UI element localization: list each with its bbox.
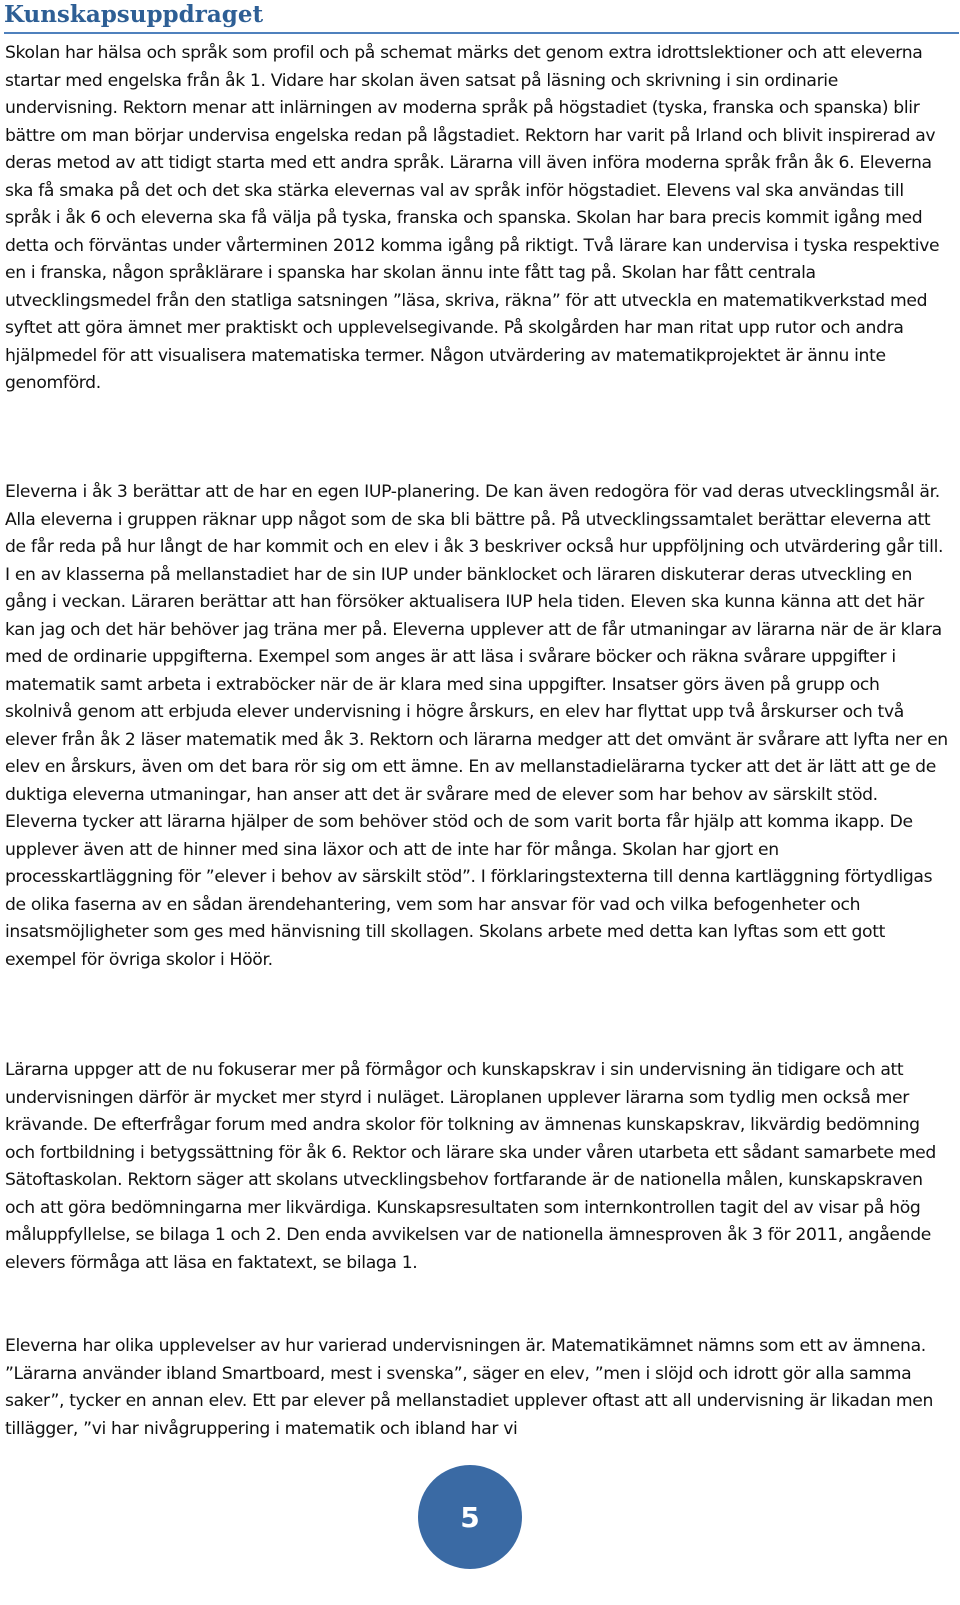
page-number-badge [418, 1465, 522, 1569]
paragraph-1: Skolan har hälsa och språk som profil och på schemat märks det genom extra idrottslektioner och att eleverna startar med engelska från åk 1. Vidare har skolan även satsat på läsning och skrivning i sin ordinarie undervisning. Rektorn menar att inlärningen av moderna språk på högstadiet (tyska, franska och spanska) blir bättre om man börjar undervisa engelska redan på lågstadiet. Rektorn har varit på Irland och blivit inspirerad av deras metod av att tidigt starta med ett andra språk. Lärarna vill även införa moderna språk från åk 6. Eleverna ska få smaka på det och det ska stärka elevernas val av språk inför högstadiet. Elevens val ska användas till språk i åk 6 och eleverna ska få välja på tyska, franska och spanska. Skolan har bara precis kommit igång med detta och förväntas under vårterminen 2012 komma igång på riktigt. Två lärare kan undervisa i tyska respektive en i franska, någon språklärare i spanska har skolan ännu inte fått tag på. Skolan har fått centrala utvecklingsmedel från den statliga satsningen ”läsa, skriva, räkna” för att utveckla en matematikverkstad med syftet att göra ämnet mer praktiskt och upplevelsegivande. På skolgården har man ritat upp rutor och andra hjälpmedel för att visualisera matematiska termer. Någon utvärdering av matematikprojektet är ännu inte genomförd. [5, 43, 940, 393]
paragraph-4: Eleverna har olika upplevelser av hur varierad undervisningen är. Matematikämnet nämns som ett av ämnena. ”Lärarna använder ibland Smartboard, mest i svenska”, säger en elev, ”men i slöjd och idrott gör alla samma saker”, tycker en annan elev. Ett par elever på mellanstadiet upplever oftast att all undervisning är likadan men tillägger, ”vi har nivågruppering i matematik och ibland har vi [5, 1336, 933, 1439]
paragraph-2: Eleverna i åk 3 berättar att de har en egen IUP-planering. De kan även redogöra för vad deras utvecklingsmål är. Alla eleverna i gruppen räknar upp något som de ska bli bättre på. På utvecklingssamtalet berättar eleverna att de får reda på hur långt de har kommit och en elev i åk 3 beskriver också hur uppföljning och utvärdering går till. I en av klasserna på mellanstadiet har de sin IUP under bänklocket och läraren diskuterar deras utveckling en gång i veckan. Läraren berättar att han försöker aktualisera IUP hela tiden. Eleven ska kunna känna att det här kan jag och det här behöver jag träna mer på. Eleverna upplever att de får utmaningar av lärarna när de är klara med de ordinarie uppgifterna. Exempel som anges är att läsa i svårare böcker och räkna svårare uppgifter i matematik samt arbeta i extraböcker när de är klara med sina uppgifter. Insatser görs även på grupp och skolnivå genom att erbjuda elever undervisning i högre årskurs, en elev har flyttat upp två årskurser och två elever från åk 2 läser matematik med åk 3. Rektorn och lärarna medger att det omvänt är svårare att lyfta ner en elev en årskurs, även om det bara rör sig om ett ämne. En av mellanstadielärarna tycker att det är lätt att ge de duktiga eleverna utmaningar, han anser att det är svårare med de elever som har behov av särskilt stöd. Eleverna tycker att lärarna hjälper de som behöver stöd och de som varit borta får hjälp att komma ikapp. De upplever även att de hinner med sina läxor och att de inte har för många. Skolan har gjort en processkartläggning för ”elever i behov av särskilt stöd”. I förklaringstexterna till denna kartläggning förtydligas de olika faserna av en sådan ärendehantering, vem som har ansvar för vad och vilka befogenheter och insatsmöjligheter som ges med hänvisning till skollagen. Skolans arbete med detta kan lyftas som ett gott exempel för övriga skolor i Höör. [5, 482, 948, 970]
page-number: 5 [460, 1500, 480, 1534]
section-heading: Kunskapsuppdraget [4, 0, 959, 34]
paragraph-3: Lärarna uppger att de nu fokuserar mer på förmågor och kunskapskrav i sin undervisning än tidigare och att undervisningen därför är mycket mer styrd i nuläget. Läroplanen upplever lärarna som tydlig men också mer krävande. De efterfrågar forum med andra skolor för tolkning av ämnenas kunskapskrav, likvärdig bedömning och fortbildning i betygssättning för åk 6. Rektor och lärare ska under våren utarbeta ett sådant samarbete med Sätoftaskolan. Rektorn säger att skolans utvecklingsbehov fortfarande är de nationella målen, kunskapskraven och att göra bedömningarna mer likvärdiga. Kunskapsresultaten som internkontrollen tagit del av visar på hög måluppfyllelse, se bilaga 1 och 2. Den enda avvikelsen var de nationella ämnesproven åk 3 för 2011, angående elevers förmåga att läsa en faktatext, se bilaga 1. [5, 1060, 936, 1273]
